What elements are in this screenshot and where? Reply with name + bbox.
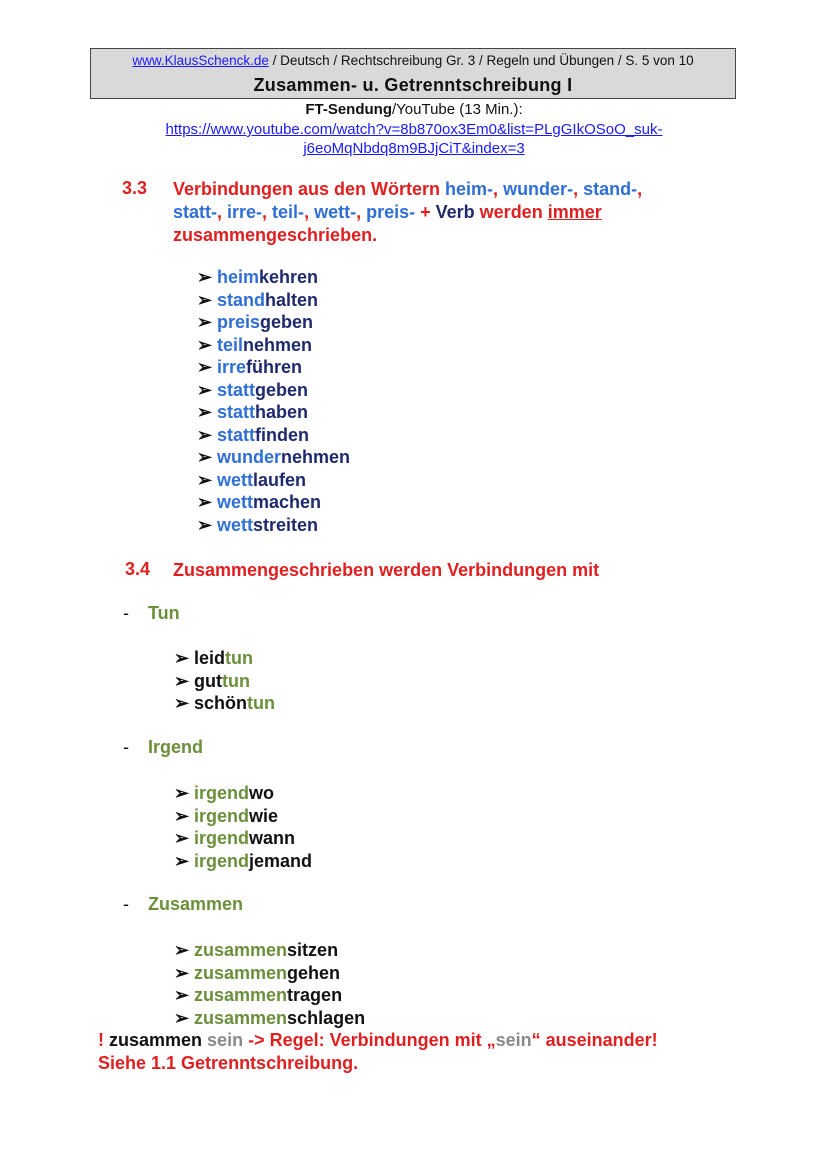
word-part-a: irgend bbox=[194, 828, 250, 848]
bullet-arrow-icon: ➢ bbox=[174, 670, 190, 691]
word-part-a: zusammen bbox=[194, 940, 288, 960]
word-prefix: stand bbox=[217, 289, 266, 310]
comma: , bbox=[356, 202, 367, 222]
word-part-a: schön bbox=[194, 693, 248, 713]
list-item bbox=[197, 379, 308, 401]
bullet-arrow-icon: ➢ bbox=[197, 357, 213, 377]
list-item bbox=[197, 311, 313, 333]
comma: , bbox=[217, 202, 228, 222]
rule-33-text bbox=[173, 178, 733, 247]
list-item bbox=[174, 1007, 365, 1029]
list-item bbox=[197, 491, 321, 513]
word-stem: geben bbox=[255, 379, 309, 400]
word-part-b: wann bbox=[249, 828, 296, 848]
word-part-b: tun bbox=[225, 648, 253, 668]
list-item bbox=[197, 289, 318, 311]
word-stem: streiten bbox=[253, 514, 319, 535]
word-stand: stand- bbox=[583, 179, 638, 199]
word-wett: wett- bbox=[314, 202, 357, 222]
bullet-arrow-icon: ➢ bbox=[197, 379, 213, 400]
word-preis: preis- bbox=[366, 202, 416, 222]
rule-33-t2: werden bbox=[474, 202, 548, 222]
list-item bbox=[174, 805, 278, 827]
word-stem: geben bbox=[260, 312, 314, 332]
word-stem: finden bbox=[255, 424, 310, 445]
note bbox=[98, 1029, 798, 1075]
bullet-arrow-icon: ➢ bbox=[174, 850, 190, 871]
list-item bbox=[174, 850, 312, 872]
bullet-arrow-icon: ➢ bbox=[197, 334, 213, 355]
word-part-b: tun bbox=[247, 693, 275, 713]
list-item bbox=[197, 266, 318, 288]
word-prefix: wett bbox=[217, 492, 253, 512]
bullet-arrow-icon: ➢ bbox=[197, 447, 213, 467]
group-dash: - bbox=[123, 737, 129, 757]
word-irre: irre- bbox=[227, 202, 263, 222]
word-part-a: zusammen bbox=[194, 1007, 288, 1028]
list-item bbox=[174, 692, 275, 714]
word-stem: halten bbox=[265, 289, 319, 310]
word-part-b: jemand bbox=[249, 850, 313, 871]
bullet-arrow-icon: ➢ bbox=[197, 267, 213, 287]
word-prefix: teil bbox=[217, 334, 244, 355]
word-prefix: statt bbox=[217, 402, 256, 422]
header-path: / Deutsch / Rechtschreibung Gr. 3 / Regeln und Übungen / S. 5 von 10 bbox=[268, 53, 694, 68]
bullet-arrow-icon: ➢ bbox=[197, 289, 213, 310]
list-item bbox=[197, 424, 309, 446]
list-item bbox=[197, 446, 350, 468]
rule-34-title: Zusammengeschrieben werden Verbindungen mit bbox=[173, 560, 600, 580]
list-item bbox=[174, 939, 338, 961]
word-part-a: irgend bbox=[194, 783, 250, 803]
note-zusammen: zusammen bbox=[109, 1030, 208, 1050]
list-item bbox=[174, 647, 253, 669]
rule-33-t1: Verbindungen aus den Wörtern bbox=[173, 179, 446, 199]
comma: , bbox=[304, 202, 315, 222]
word-heim: heim- bbox=[445, 179, 494, 199]
group-dash: - bbox=[123, 603, 129, 623]
word-part-b: sitzen bbox=[287, 940, 339, 960]
list-item bbox=[174, 827, 295, 849]
word-stem: kehren bbox=[259, 267, 319, 287]
group-heading: Tun bbox=[148, 603, 180, 623]
comma: , bbox=[493, 179, 504, 199]
word-prefix: wunder bbox=[217, 447, 282, 467]
rule-33-t3: zusammengeschrieben. bbox=[173, 225, 378, 245]
video-url-line1[interactable]: https://www.youtube.com/watch?v=8b870ox3Em0&list=PLgGIkOSoO_suk- bbox=[165, 121, 663, 138]
word-immer: immer bbox=[547, 202, 602, 222]
list-item bbox=[197, 401, 308, 423]
word-prefix: irre bbox=[217, 357, 247, 377]
comma: , bbox=[262, 202, 273, 222]
word-part-b: gehen bbox=[287, 962, 341, 983]
word-stem: führen bbox=[246, 357, 303, 377]
word-part-a: leid bbox=[194, 648, 226, 668]
word-stem: haben bbox=[255, 402, 309, 422]
word-prefix: wett bbox=[217, 469, 253, 490]
rule-33-number: 3.3 bbox=[122, 178, 148, 198]
list-item bbox=[174, 782, 274, 804]
bullet-arrow-icon: ➢ bbox=[174, 648, 190, 668]
word-part-b: tragen bbox=[287, 985, 343, 1005]
bullet-arrow-icon: ➢ bbox=[197, 492, 213, 512]
rule-33-line3 bbox=[173, 224, 733, 247]
list-item bbox=[197, 469, 306, 491]
group-heading: Zusammen bbox=[148, 894, 244, 914]
word-stem: machen bbox=[253, 492, 322, 512]
bullet-arrow-icon: ➢ bbox=[174, 693, 190, 713]
list-item bbox=[197, 334, 312, 356]
word-part-b: schlagen bbox=[287, 1007, 366, 1028]
word-prefix: wett bbox=[217, 514, 253, 535]
bullet-arrow-icon: ➢ bbox=[174, 940, 190, 960]
video-url-line2[interactable]: j6eoMqNbdq8m9BJjCiT&index=3 bbox=[303, 140, 525, 157]
note-line1 bbox=[98, 1029, 798, 1052]
comma: , bbox=[637, 179, 643, 199]
video-label-rest: /YouTube (13 Min.): bbox=[392, 101, 523, 118]
video-label bbox=[0, 101, 828, 118]
bullet-arrow-icon: ➢ bbox=[197, 424, 213, 445]
bullet-arrow-icon: ➢ bbox=[174, 985, 190, 1005]
video-label-bold: FT-Sendung bbox=[305, 101, 392, 118]
bullet-arrow-icon: ➢ bbox=[174, 805, 190, 826]
bullet-arrow-icon: ➢ bbox=[197, 469, 213, 490]
rule-33-line1 bbox=[173, 178, 733, 201]
plus-sign: + bbox=[415, 202, 436, 222]
list-item bbox=[197, 356, 302, 378]
bullet-arrow-icon: ➢ bbox=[174, 1007, 190, 1028]
word-prefix: heim bbox=[217, 267, 260, 287]
word-verb: Verb bbox=[435, 202, 475, 222]
note-sein: sein bbox=[207, 1030, 244, 1050]
word-part-b: tun bbox=[221, 670, 250, 691]
word-stem: nehmen bbox=[243, 334, 313, 355]
bullet-arrow-icon: ➢ bbox=[197, 402, 213, 422]
word-teil: teil- bbox=[272, 202, 305, 222]
list-item bbox=[174, 670, 250, 692]
bullet-arrow-icon: ➢ bbox=[174, 783, 190, 803]
bullet-arrow-icon: ➢ bbox=[197, 514, 213, 535]
list-item bbox=[174, 962, 340, 984]
note-line2: Siehe 1.1 Getrenntschreibung. bbox=[98, 1053, 359, 1073]
group-dash: - bbox=[123, 894, 129, 914]
word-statt: statt- bbox=[173, 202, 217, 222]
bullet-arrow-icon: ➢ bbox=[174, 962, 190, 983]
site-link[interactable]: www.KlausSchenck.de bbox=[132, 53, 269, 68]
bullet-arrow-icon: ➢ bbox=[197, 312, 213, 332]
group-heading: Irgend bbox=[148, 737, 204, 757]
word-part-a: irgend bbox=[194, 850, 250, 871]
list-item bbox=[174, 984, 342, 1006]
word-part-a: zusammen bbox=[194, 962, 288, 983]
word-part-a: gut bbox=[194, 670, 222, 691]
word-prefix: preis bbox=[217, 312, 261, 332]
word-stem: laufen bbox=[253, 469, 307, 490]
word-part-a: irgend bbox=[194, 805, 250, 826]
page-title: Zusammen- u. Getrenntschreibung I bbox=[253, 75, 573, 95]
word-part-b: wie bbox=[249, 805, 279, 826]
note-sein2: sein bbox=[495, 1030, 532, 1050]
comma: , bbox=[573, 179, 584, 199]
page-header bbox=[90, 48, 736, 99]
note-excl: ! bbox=[98, 1030, 109, 1050]
header-breadcrumb bbox=[91, 53, 735, 68]
word-part-a: zusammen bbox=[194, 985, 288, 1005]
list-item bbox=[197, 514, 318, 536]
word-prefix: statt bbox=[217, 379, 256, 400]
word-stem: nehmen bbox=[281, 447, 351, 467]
bullet-arrow-icon: ➢ bbox=[174, 828, 190, 848]
rule-33-line2 bbox=[173, 201, 733, 224]
word-prefix: statt bbox=[217, 424, 256, 445]
note-arrow: -> Regel: Verbindungen mit „ bbox=[243, 1030, 496, 1050]
word-part-b: wo bbox=[249, 783, 275, 803]
rule-34-number: 3.4 bbox=[125, 559, 151, 579]
word-wunder: wunder- bbox=[503, 179, 574, 199]
note-rest: “ auseinander! bbox=[531, 1030, 658, 1050]
